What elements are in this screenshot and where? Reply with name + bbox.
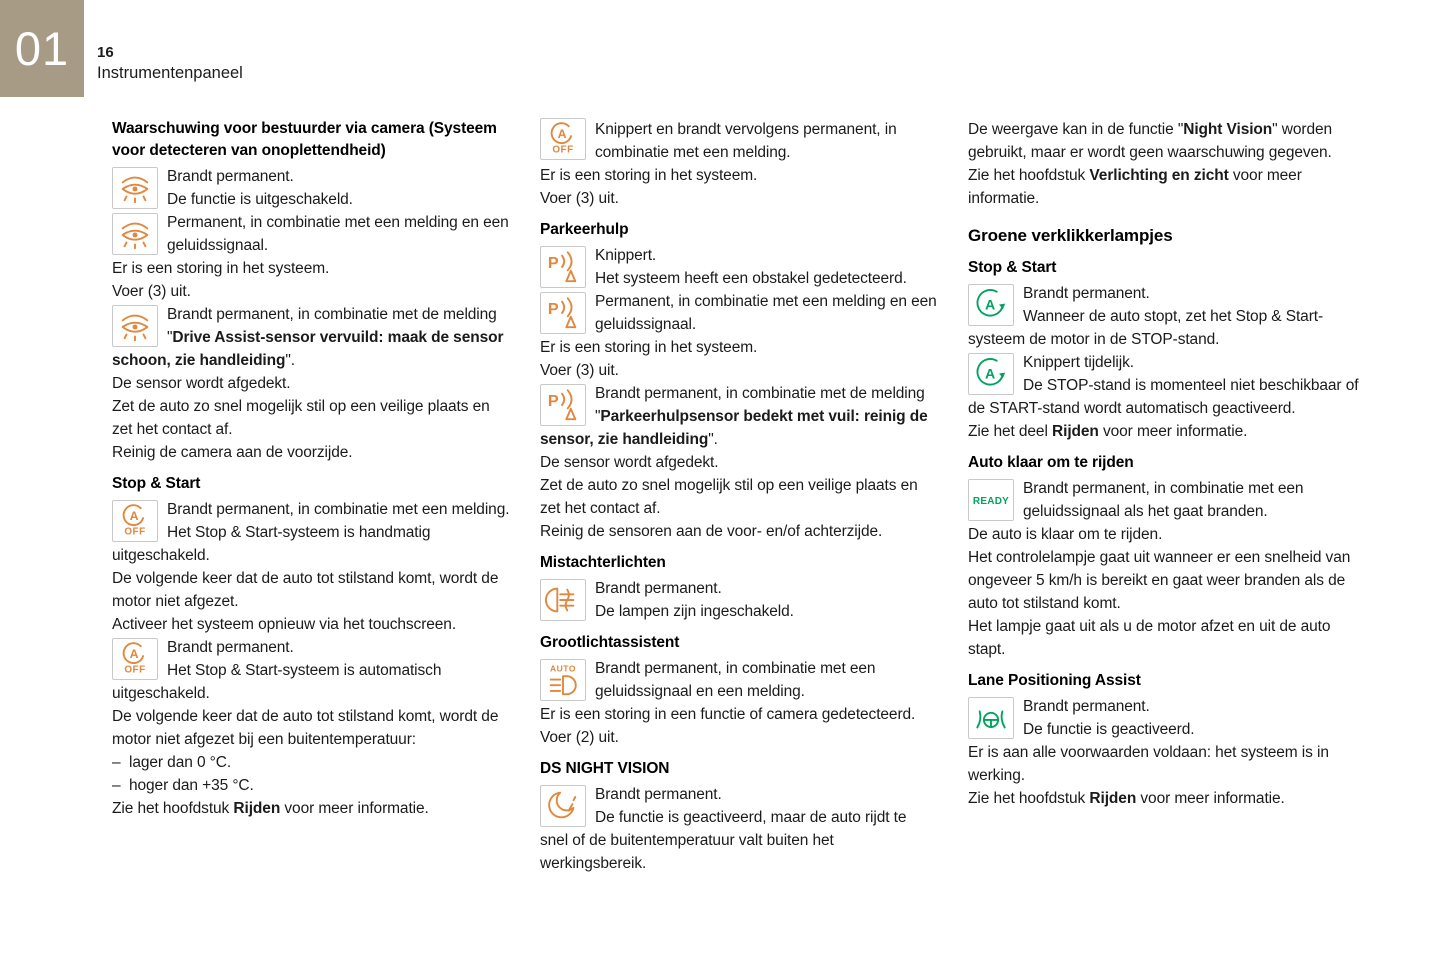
- para: [968, 695, 1366, 718]
- text-segment: De lampen zijn ingeschakeld.: [595, 603, 794, 620]
- text-segment: Night Vision: [1183, 121, 1273, 138]
- para: [112, 659, 510, 705]
- para: [540, 520, 938, 543]
- text-segment: lager dan 0 °C.: [129, 754, 232, 771]
- para: [968, 741, 1366, 787]
- ready-icon: [968, 479, 1014, 521]
- column-2: [540, 118, 938, 875]
- lane-positioning-assist-icon: [968, 697, 1014, 739]
- text-segment: Het lampje gaat uit als u de motor afzet en uit de auto stapt.: [968, 618, 1331, 658]
- para: [112, 613, 510, 636]
- svg-text:A: A: [557, 127, 567, 142]
- para: [112, 211, 510, 257]
- text-segment: Zie het hoofdstuk: [112, 800, 234, 817]
- text-segment: Verlichting en zicht: [1089, 167, 1229, 184]
- text-segment: hoger dan +35 °C.: [129, 777, 254, 794]
- para: [112, 705, 510, 751]
- text-segment: Reinig de camera aan de voorzijde.: [112, 444, 353, 461]
- para: [112, 636, 510, 662]
- svg-text:A: A: [129, 509, 139, 524]
- para: [540, 806, 938, 875]
- para: [540, 783, 938, 806]
- text-segment: Permanent, in combinatie met een melding en een geluidssignaal.: [167, 214, 509, 254]
- text-segment: Er is een storing in het systeem.: [540, 339, 758, 356]
- para: [968, 546, 1366, 615]
- para: [540, 600, 938, 623]
- para: [540, 336, 938, 359]
- text-segment: Voer (2) uit.: [540, 729, 619, 746]
- text-segment: Er is aan alle voorwaarden voldaan: het systeem is in werking.: [968, 744, 1329, 784]
- para: [540, 382, 938, 451]
- svg-text:READY: READY: [972, 495, 1010, 507]
- para: [112, 441, 510, 464]
- para: [968, 305, 1366, 351]
- column-3: [968, 118, 1366, 875]
- para: [112, 797, 510, 820]
- para: [540, 703, 938, 726]
- para: [968, 420, 1366, 443]
- text-segment: voor meer informatie.: [280, 800, 429, 817]
- rear-fog-light-icon: [540, 579, 586, 621]
- para: [540, 244, 938, 267]
- para: [968, 718, 1366, 741]
- chapter-number: 01: [14, 22, 70, 75]
- text-segment: Stop & Start: [968, 259, 1057, 276]
- text-segment: Zet de auto zo snel mogelijk stil op een veilige plaats en zet het contact af.: [540, 477, 918, 517]
- para: [112, 303, 510, 372]
- svg-text:A: A: [984, 297, 996, 314]
- text-segment: –: [112, 777, 121, 794]
- parking-sensor-icon: [540, 292, 586, 334]
- bullet: [112, 774, 510, 797]
- text-segment: Brandt permanent.: [1023, 698, 1150, 715]
- text-segment: Zie het hoofdstuk: [968, 167, 1090, 184]
- para: [968, 615, 1366, 661]
- text-segment: Voer (3) uit.: [112, 283, 191, 300]
- text-segment: Brandt permanent.: [595, 580, 722, 597]
- svg-text:OFF: OFF: [124, 526, 146, 538]
- text-segment: De STOP-stand is momenteel niet beschikbaar of de START-stand wordt automatisch geactiveerd.: [968, 377, 1359, 417]
- stop-start-active-icon: [968, 353, 1014, 395]
- stop-start-active-icon: [968, 284, 1014, 326]
- text-segment: Parkeerhulp: [540, 221, 629, 238]
- text-segment: De auto is klaar om te rijden.: [968, 526, 1163, 543]
- svg-text:P: P: [547, 299, 559, 318]
- text-segment: De functie is geactiveerd.: [1023, 721, 1195, 738]
- text-segment: Brandt permanent.: [1023, 285, 1150, 302]
- text-segment: Brandt permanent, in combinatie met de melding ": [595, 385, 925, 425]
- text-segment: Activeer het systeem opnieuw via het touchscreen.: [112, 616, 457, 633]
- driver-attention-icon: [112, 167, 158, 209]
- text-segment: Het controlelampje gaat uit wanneer er een snelheid van ongeveer 5 km/h is bereikt en gaat weer branden als de auto tot stilstand komt.: [968, 549, 1351, 612]
- svg-text:A: A: [984, 366, 996, 383]
- heading: [540, 758, 938, 780]
- heading: [112, 118, 510, 162]
- text-segment: Brandt permanent.: [167, 639, 294, 656]
- para: [540, 657, 938, 703]
- text-segment: Reinig de sensoren aan de voor- en/of achterzijde.: [540, 523, 883, 540]
- text-segment: Brandt permanent.: [167, 168, 294, 185]
- text-segment: Waarschuwing voor bestuurder via camera (Systeem voor detecteren van onoplettendheid): [112, 120, 497, 159]
- text-segment: De functie is uitgeschakeld.: [167, 191, 353, 208]
- parking-sensor-icon: [540, 246, 586, 288]
- heading: [968, 452, 1366, 474]
- driver-attention-icon: [112, 213, 158, 255]
- para: [112, 280, 510, 303]
- text-segment: Knippert en brandt vervolgens permanent, in combinatie met een melding.: [595, 121, 897, 161]
- para: [540, 290, 938, 336]
- bullet: [112, 751, 510, 774]
- page-header: [97, 44, 243, 83]
- text-segment: Groene verklikkerlampjes: [968, 226, 1173, 245]
- para: [968, 118, 1366, 164]
- text-segment: voor meer informatie.: [1136, 790, 1285, 807]
- stop-start-off-icon: [540, 118, 586, 160]
- text-segment: ".: [285, 352, 295, 369]
- para: [540, 474, 938, 520]
- text-segment: De volgende keer dat de auto tot stilstand komt, wordt de motor niet afgezet.: [112, 570, 499, 610]
- text-segment: De sensor wordt afgedekt.: [112, 375, 291, 392]
- text-segment: Er is een storing in een functie of camera gedetecteerd.: [540, 706, 916, 723]
- para: [540, 577, 938, 600]
- text-segment: Rijden: [1052, 423, 1099, 440]
- text-segment: Knippert.: [595, 247, 657, 264]
- content-columns: [112, 118, 1366, 875]
- text-segment: De functie is geactiveerd, maar de auto rijdt te snel of de buitentemperatuur valt buiten het werkingsbereik.: [540, 809, 907, 872]
- text-segment: De volgende keer dat de auto tot stilstand komt, wordt de motor niet afgezet bij een buitentemperatuur:: [112, 708, 499, 748]
- text-segment: Het Stop & Start-systeem is handmatig uitgeschakeld.: [112, 524, 431, 564]
- para: [968, 787, 1366, 810]
- svg-text:OFF: OFF: [552, 144, 574, 156]
- text-segment: Voer (3) uit.: [540, 190, 619, 207]
- svg-text:AUTO: AUTO: [550, 663, 576, 674]
- svg-text:P: P: [547, 391, 559, 410]
- para: [112, 521, 510, 567]
- heading: [540, 632, 938, 654]
- text-segment: Grootlichtassistent: [540, 634, 680, 651]
- heading: [968, 257, 1366, 279]
- para: [112, 395, 510, 441]
- para: [540, 267, 938, 290]
- heading: [112, 473, 510, 495]
- heading: [540, 552, 938, 574]
- text-segment: Voer (3) uit.: [540, 362, 619, 379]
- text-segment: Mistachterlichten: [540, 554, 666, 571]
- text-segment: Er is een storing in het systeem.: [540, 167, 758, 184]
- text-segment: voor meer informatie.: [968, 167, 1302, 207]
- text-segment: Rijden: [1089, 790, 1137, 807]
- svg-text:P: P: [547, 253, 559, 272]
- text-segment: ".: [708, 431, 718, 448]
- parking-sensor-icon: [540, 384, 586, 426]
- text-segment: Wanneer de auto stopt, zet het Stop & Start-systeem de motor in de STOP-stand.: [968, 308, 1324, 348]
- heading: [968, 670, 1366, 692]
- chapter-tab: [0, 0, 84, 97]
- para: [540, 164, 938, 187]
- text-segment: Het systeem heeft een obstakel gedetecteerd.: [595, 270, 907, 287]
- text-segment: De weergave kan in de functie ": [968, 121, 1184, 138]
- section-title: Instrumentenpaneel: [97, 64, 243, 82]
- text-segment: DS NIGHT VISION: [540, 760, 670, 777]
- driver-attention-icon: [112, 305, 158, 347]
- stop-start-off-icon: [112, 500, 158, 542]
- text-segment: –: [112, 754, 121, 771]
- text-segment: Er is een storing in het systeem.: [112, 260, 330, 277]
- text-segment: Brandt permanent, in combinatie met een geluidssignaal en een melding.: [595, 660, 876, 700]
- svg-text:A: A: [129, 647, 139, 662]
- svg-text:OFF: OFF: [124, 664, 146, 676]
- auto-main-beam-icon: [540, 659, 586, 701]
- text-segment: voor meer informatie.: [1098, 423, 1248, 440]
- text-segment: Parkeerhulpsensor bedekt met vuil: reinig de sensor, zie handleiding: [540, 408, 928, 448]
- heading: [540, 219, 938, 241]
- text-segment: Auto klaar om te rijden: [968, 454, 1134, 471]
- para: [112, 257, 510, 280]
- text-segment: Knippert tijdelijk.: [1023, 354, 1134, 371]
- para: [968, 374, 1366, 420]
- night-vision-icon: [540, 785, 586, 827]
- text-segment: Stop & Start: [112, 475, 201, 492]
- para: [112, 567, 510, 613]
- text-segment: Drive Assist-sensor vervuild: maak de sensor schoon, zie handleiding: [112, 329, 504, 369]
- para: [540, 359, 938, 382]
- para: [540, 187, 938, 210]
- text-segment: Permanent, in combinatie met een melding en een geluidssignaal.: [595, 293, 937, 333]
- para: [540, 118, 938, 164]
- para: [540, 726, 938, 749]
- para: [968, 477, 1366, 523]
- text-segment: Rijden: [233, 800, 281, 817]
- column-1: [112, 118, 510, 875]
- para: [112, 372, 510, 395]
- para: [112, 498, 510, 524]
- text-segment: Zet de auto zo snel mogelijk stil op een veilige plaats en zet het contact af.: [112, 398, 490, 438]
- text-segment: Brandt permanent, in combinatie met een geluidssignaal als het gaat branden.: [1023, 480, 1304, 520]
- text-segment: Zie het hoofdstuk: [968, 790, 1090, 807]
- text-segment: " worden gebruikt, maar er wordt geen waarschuwing gegeven.: [968, 121, 1333, 161]
- para: [968, 282, 1366, 305]
- para: [540, 451, 938, 474]
- text-segment: Brandt permanent, in combinatie met een melding.: [167, 501, 510, 518]
- text-segment: Brandt permanent, in combinatie met de melding ": [167, 306, 497, 346]
- para: [112, 188, 510, 211]
- para: [968, 351, 1366, 374]
- para: [968, 164, 1366, 210]
- text-segment: Lane Positioning Assist: [968, 672, 1141, 689]
- section-heading: [968, 224, 1366, 248]
- text-segment: Het Stop & Start-systeem is automatisch uitgeschakeld.: [112, 662, 442, 702]
- text-segment: Zie het deel: [968, 423, 1053, 440]
- page-number: 16: [97, 44, 114, 61]
- text-segment: Brandt permanent.: [595, 786, 722, 803]
- para: [112, 165, 510, 188]
- stop-start-off-icon: [112, 638, 158, 680]
- text-segment: De sensor wordt afgedekt.: [540, 454, 719, 471]
- para: [968, 523, 1366, 546]
